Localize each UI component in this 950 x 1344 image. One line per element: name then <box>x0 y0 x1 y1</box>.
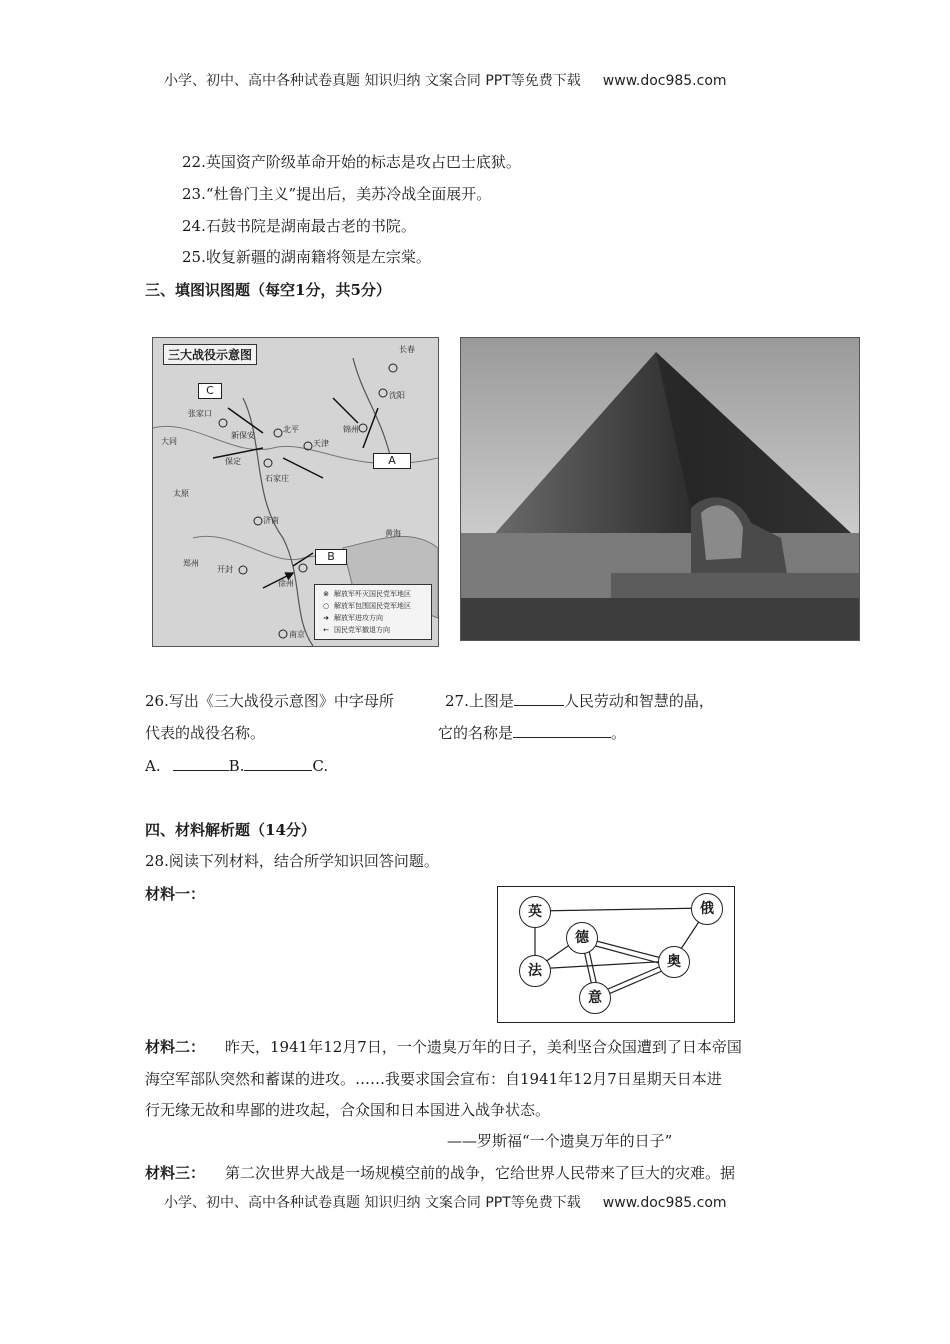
q27-blank-2[interactable] <box>513 723 611 738</box>
q26-blank-a[interactable] <box>173 756 229 771</box>
tf-item-25: 25.收复新疆的湖南籍将领是左宗棠。 <box>182 248 431 266</box>
q26-line1: 26.写出《三大战役示意图》中字母所 <box>145 692 394 710</box>
tf-item-23: 23.“杜鲁门主义”提出后，美苏冷战全面展开。 <box>182 185 492 203</box>
legend-row <box>318 624 428 636</box>
q27-blank-1[interactable] <box>514 691 564 706</box>
pyramid-photo <box>460 337 860 641</box>
place-beiping: 北平 <box>283 425 299 434</box>
node-britain: 英 <box>519 896 551 928</box>
legend-label: 解放军进攻方向 <box>334 614 383 622</box>
tf-item-24: 24.石鼓书院是湖南最古老的书院。 <box>182 217 416 235</box>
node-russia: 俄 <box>691 893 723 925</box>
q27-text-3: 它的名称是 <box>438 724 514 742</box>
place-shenyang: 沈阳 <box>389 391 405 400</box>
pyramid-image <box>461 338 859 640</box>
legend-row <box>318 600 428 612</box>
q26-answers <box>145 756 328 775</box>
place-datong: 大同 <box>161 437 177 446</box>
material-2-line1 <box>145 1036 742 1057</box>
material-1-label: 材料一： <box>145 885 206 903</box>
node-germany: 德 <box>566 922 598 954</box>
section-4-title: 四、材料解析题（14分） <box>145 821 316 839</box>
q26-blank-b[interactable] <box>244 756 312 771</box>
place-taiyuan: 太原 <box>173 489 189 498</box>
footer-text: 小学、初中、高中各种试卷真题 知识归纳 文案合同 PPT等免费下载 <box>164 1195 581 1211</box>
place-huanghai: 黄海 <box>385 529 401 538</box>
q26-b-label: B. <box>228 757 245 775</box>
material-2-label: 材料二： <box>145 1038 206 1056</box>
material-3-text-1: 第二次世界大战是一场规模空前的战争，它给世界人民带来了巨大的灾难。据 <box>225 1164 736 1182</box>
place-kaifeng: 开封 <box>217 565 233 574</box>
material-2-source: ——罗斯福“一个遗臭万年的日子” <box>447 1132 673 1150</box>
q27-text-1: 27.上图是 <box>445 692 514 710</box>
q26-c-label: C. <box>312 757 329 775</box>
q27-line1 <box>445 690 714 711</box>
q26-line2: 代表的战役名称。 <box>145 724 266 742</box>
material-2-line3: 行无缘无故和卑鄙的进攻起，合众国和日本国进入战争状态。 <box>145 1101 551 1119</box>
page-footer <box>164 1192 727 1212</box>
place-nanjing: 南京 <box>289 630 305 639</box>
map-label-c: C <box>198 383 222 399</box>
legend-label: 解放军包围国民党军地区 <box>334 602 411 610</box>
map-legend <box>314 584 432 640</box>
footer-url[interactable]: www.doc985.com <box>602 1195 727 1211</box>
place-changchun: 长春 <box>399 345 415 354</box>
place-shijiazhuang: 石家庄 <box>265 474 289 483</box>
place-xinbaoan: 新保安 <box>231 431 255 440</box>
place-baoding: 保定 <box>225 457 241 466</box>
map-label-b: B <box>315 549 347 565</box>
q27-text-2: 人民劳动和智慧的晶， <box>563 692 714 710</box>
place-xuzhou: 徐州 <box>278 579 294 588</box>
place-tianjin: 天津 <box>313 439 329 448</box>
legend-label: 解放军歼灭国民党军地区 <box>334 590 411 598</box>
section-3-title: 三、填图识图题（每空1分，共5分） <box>145 281 391 299</box>
retreat-arrow-icon: ← <box>323 626 329 634</box>
material-3-label: 材料三： <box>145 1164 206 1182</box>
header-url[interactable]: www.doc985.com <box>602 73 727 89</box>
page-header <box>164 70 727 90</box>
attack-arrow-icon: ➜ <box>323 614 329 622</box>
q26-a-label: A. <box>145 757 161 775</box>
annihilate-icon: ⊗ <box>323 590 329 598</box>
place-zhengzhou: 郑州 <box>183 559 199 568</box>
map-title: 三大战役示意图 <box>163 344 257 365</box>
legend-row <box>318 612 428 624</box>
header-text: 小学、初中、高中各种试卷真题 知识归纳 文案合同 PPT等免费下载 <box>164 73 581 89</box>
q27-line2 <box>438 722 626 743</box>
q28-stem: 28.阅读下列材料，结合所学知识回答问题。 <box>145 852 439 870</box>
place-jinzhou: 锦州 <box>343 425 359 434</box>
place-zhangjiakou: 张家口 <box>188 409 212 418</box>
encircle-icon: ○ <box>322 602 330 610</box>
node-france: 法 <box>519 955 551 987</box>
node-italy: 意 <box>579 982 611 1014</box>
map-label-a: A <box>373 453 411 469</box>
tf-item-22: 22.英国资产阶级革命开始的标志是攻占巴士底狱。 <box>182 153 521 171</box>
material-3-line1 <box>145 1162 735 1183</box>
alliance-diagram <box>497 886 735 1023</box>
q27-text-4: 。 <box>611 724 627 742</box>
place-jinan: 济南 <box>263 516 279 525</box>
node-austria: 奥 <box>658 946 690 978</box>
material-2-line2: 海空军部队突然和蓄谋的进攻。……我要求国会宣布：自1941年12月7日星期天日本进 <box>145 1070 722 1088</box>
battle-map <box>152 337 439 647</box>
material-2-text-1: 昨天，1941年12月7日，一个遗臭万年的日子，美利坚合众国遭到了日本帝国 <box>225 1038 742 1056</box>
legend-row <box>318 588 428 600</box>
legend-label: 国民党军撤退方向 <box>334 626 390 634</box>
